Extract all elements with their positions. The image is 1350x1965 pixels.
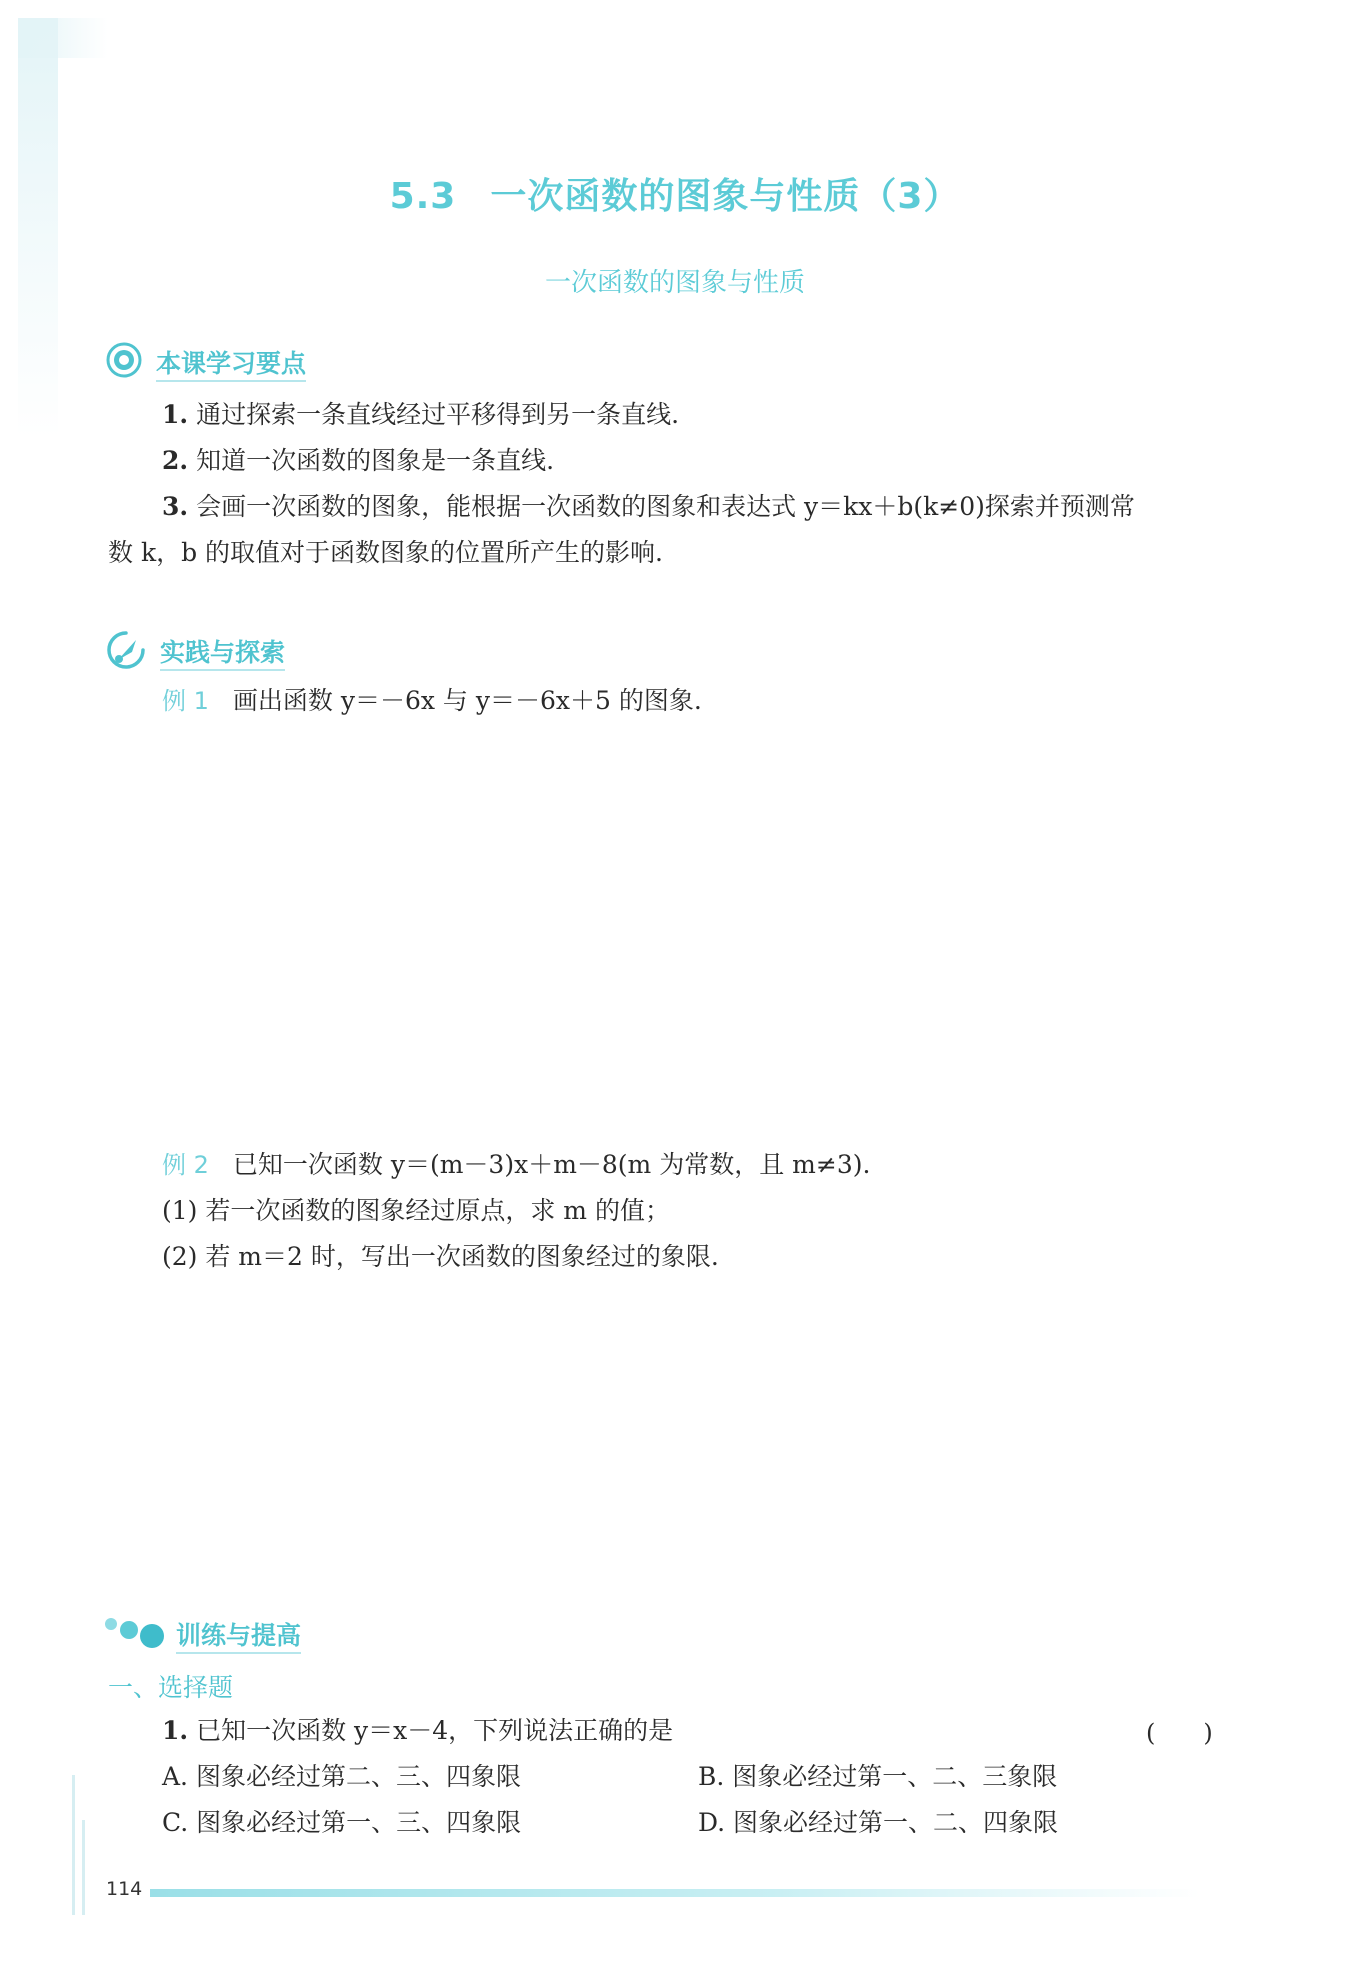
dots-icon — [102, 1612, 168, 1652]
example-1: 例 1 画出函数 y＝－6x 与 y＝－6x＋5 的图象. — [162, 686, 702, 715]
margin-rule-inner — [82, 1820, 85, 1915]
example-2-part-2: (2) 若 m＝2 时，写出一次函数的图象经过的象限. — [162, 1242, 719, 1271]
rocket-icon — [106, 630, 146, 670]
section-number: 5.3 — [389, 176, 457, 217]
key-points-heading: 本课学习要点 — [156, 344, 306, 380]
practice-heading: 实践与探索 — [160, 633, 285, 669]
answer-blank[interactable]: ( ) — [1146, 1719, 1213, 1747]
target-icon — [106, 342, 142, 378]
key-point-1: 1. 通过探索一条直线经过平移得到另一条直线. — [162, 400, 680, 429]
option-a[interactable]: A. 图象必经过第二、三、四象限 — [162, 1762, 521, 1791]
training-heading: 训练与提高 — [176, 1616, 301, 1652]
key-point-2: 2. 知道一次函数的图象是一条直线. — [162, 446, 555, 475]
option-d[interactable]: D. 图象必经过第一、二、四象限 — [698, 1808, 1059, 1837]
page-edge-tint — [18, 18, 58, 438]
margin-rule — [72, 1775, 75, 1915]
footer-bar — [150, 1889, 1200, 1897]
option-c[interactable]: C. 图象必经过第一、三、四象限 — [162, 1808, 522, 1837]
section-title: 一次函数的图象与性质（3） — [490, 176, 961, 217]
choice-section-label: 一、选择题 — [108, 1673, 234, 1702]
page-title — [0, 168, 1350, 219]
key-point-3-continuation: 数 k，b 的取值对于函数图象的位置所产生的影响. — [108, 538, 663, 567]
page-subtitle: 一次函数的图象与性质 — [544, 268, 805, 298]
example-2: 例 2 已知一次函数 y＝(m－3)x＋m－8(m 为常数，且 m≠3). — [162, 1150, 871, 1179]
example-2-part-1: (1) 若一次函数的图象经过原点，求 m 的值； — [162, 1196, 670, 1225]
question-1: 1. 已知一次函数 y＝x－4，下列说法正确的是 — [162, 1716, 674, 1745]
key-point-3: 3. 会画一次函数的图象，能根据一次函数的图象和表达式 y＝kx＋b(k≠0)探索并预测常 — [162, 492, 1135, 521]
option-b[interactable]: B. 图象必经过第一、二、三象限 — [698, 1762, 1058, 1791]
page-number: 114 — [106, 1878, 143, 1900]
